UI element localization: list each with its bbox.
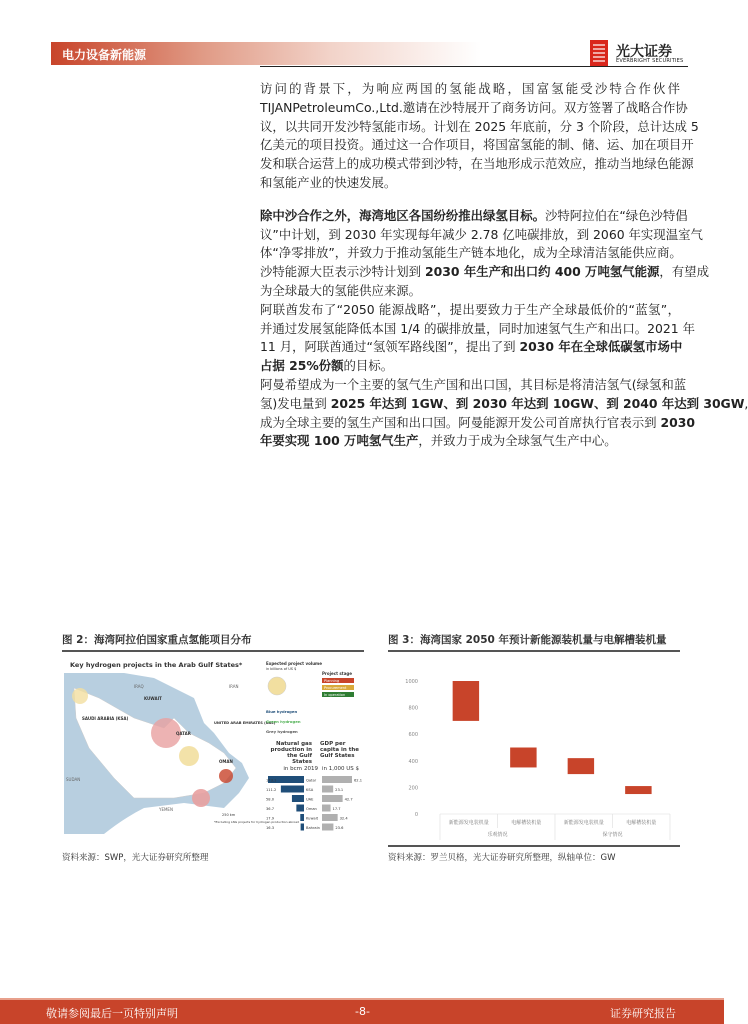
map-note: *Excluding LNG projects for hydrogen production abroad bbox=[214, 820, 299, 824]
group-label: 乐观情况 bbox=[487, 832, 508, 838]
country-name: KSA bbox=[306, 788, 314, 792]
year-label: 2019 bbox=[304, 766, 318, 772]
logo-text: 光大证券 bbox=[616, 44, 672, 60]
gas-value: 16.3 bbox=[266, 826, 275, 830]
country-label: OMAN bbox=[219, 759, 233, 764]
country-name: Qatar bbox=[306, 778, 317, 783]
map-title: Key hydrogen projects in the Arab Gulf States* bbox=[70, 661, 243, 669]
text: 沙特阿拉伯在“绿色沙特倡 bbox=[544, 207, 688, 223]
text: 成为全球主要的氢生产国和出口国。阿曼能源开发公司首席执行官表示到 bbox=[260, 414, 661, 430]
gdp-bar bbox=[322, 805, 331, 812]
gas-value: 173.1 bbox=[266, 778, 277, 783]
country-label: SAUDI ARABIA (KSA) bbox=[82, 716, 129, 721]
gas-unit: in bcm bbox=[283, 766, 302, 772]
x-tick-label: 新能源发电装机量 bbox=[563, 820, 604, 826]
installed-capacity-chart bbox=[388, 655, 680, 845]
floating-bar bbox=[625, 786, 651, 794]
figure-3-source: 资料来源：罗兰贝格，光大证券研究所整理，纵轴单位：GW bbox=[388, 853, 616, 863]
disclaimer-note: 敬请参阅最后一页特别声明 bbox=[46, 1007, 178, 1020]
gdp-value: 17.7 bbox=[332, 807, 341, 811]
floating-bar bbox=[568, 758, 594, 774]
text-line: 访问的背景下，为响应两国的氢能战略，国富氢能受沙特合作伙伴 bbox=[260, 81, 680, 96]
text-line bbox=[260, 432, 680, 451]
text-line bbox=[260, 357, 680, 376]
legend-subtitle: in billions of US $ bbox=[266, 667, 297, 671]
text-line bbox=[260, 207, 688, 226]
gas-bar bbox=[292, 795, 304, 802]
text-line: TIJANPetroleumCo.,Ltd.邀请在沙特展开了商务访问。双方签署了战略合作协 bbox=[260, 99, 688, 115]
legend-title: Expected project volume bbox=[266, 661, 322, 666]
figure-3-title: 图 3：海湾国家 2050 年预计新能源装机量与电解槽装机量 bbox=[388, 634, 667, 646]
y-tick-label: 800 bbox=[408, 705, 418, 712]
type-label: Green hydrogen bbox=[266, 719, 301, 724]
gdp-title: GDP per capita in the Gulf States bbox=[320, 741, 360, 759]
text: 氢)发电量到 bbox=[260, 395, 331, 411]
paragraph-1 bbox=[260, 80, 699, 193]
scale-label: 250 km bbox=[222, 813, 236, 817]
gas-value: 111.2 bbox=[266, 788, 277, 792]
country-label: KUWAIT bbox=[144, 696, 162, 701]
y-tick-label: 0 bbox=[414, 812, 418, 818]
gdp-bar bbox=[322, 786, 333, 793]
paragraph-2 bbox=[260, 207, 709, 301]
bold-text: 2030 bbox=[660, 414, 695, 430]
project-circle bbox=[219, 769, 233, 783]
gdp-bar bbox=[322, 776, 352, 783]
y-tick-label: 600 bbox=[408, 732, 418, 739]
text-line: 为全球最大的氢能供应来源。 bbox=[260, 282, 422, 298]
gulf-hydrogen-map bbox=[64, 658, 362, 834]
gas-value: 58.0 bbox=[266, 797, 275, 802]
stage-title: Project stage bbox=[322, 671, 352, 676]
gdp-value: 23.1 bbox=[335, 788, 344, 792]
page-number: -8- bbox=[355, 1005, 370, 1018]
floating-bar bbox=[453, 681, 479, 721]
gdp-value: 32.4 bbox=[339, 816, 348, 821]
body-text bbox=[260, 80, 748, 451]
stage-label: Planning bbox=[324, 679, 340, 683]
country-label: UNITED ARAB EMIRATES (UAE) bbox=[214, 721, 276, 725]
figure-3-rule bbox=[388, 650, 680, 652]
text-line: 亿美元的项目投资。通过这一合作项目，将国富氢能的制、储、运、加在项目开 bbox=[260, 137, 694, 153]
x-tick-label: 新能源发电装机量 bbox=[448, 820, 489, 826]
gdp-bar bbox=[322, 795, 343, 802]
figure-2-rule bbox=[62, 650, 364, 652]
gdp-bar bbox=[322, 814, 338, 821]
text-line: 体“净零排放”，并致力于推动氢能生产链本地化，成为全球清洁氢能供应商。 bbox=[260, 245, 682, 261]
country-name: Bahrain bbox=[306, 826, 320, 830]
text-line bbox=[260, 263, 709, 282]
figure-2-source: 资料来源：SWP，光大证券研究所整理 bbox=[62, 853, 209, 863]
project-circle bbox=[72, 688, 88, 704]
bold-text: 占据 25%份额 bbox=[260, 358, 344, 374]
text: 的目标。 bbox=[343, 358, 394, 374]
paragraph-4 bbox=[260, 376, 748, 451]
paragraph-3 bbox=[260, 301, 696, 376]
stage-label: In operation bbox=[324, 693, 346, 697]
text: ，有望成 bbox=[659, 264, 709, 280]
country-label: IRAQ bbox=[134, 684, 144, 689]
header-divider bbox=[260, 66, 688, 67]
gdp-unit: in 1,000 US $ bbox=[322, 766, 360, 772]
x-tick-label: 电解槽装机量 bbox=[626, 820, 657, 826]
gdp-value: 23.6 bbox=[335, 826, 344, 830]
gas-bar bbox=[281, 786, 304, 793]
x-tick-label: 电解槽装机量 bbox=[511, 820, 542, 826]
text-line: 议，以共同开发沙特氢能市场。计划在 2025 年底前，分 3 个阶段，总计达成 5 bbox=[260, 118, 699, 134]
text-line: 和氢能产业的快速发展。 bbox=[260, 174, 397, 190]
text-line bbox=[260, 395, 748, 414]
country-label: QATAR bbox=[176, 731, 191, 736]
type-label: Blue hydrogen bbox=[266, 709, 298, 714]
project-circle bbox=[192, 789, 210, 807]
text-line bbox=[260, 414, 695, 433]
figure-2-title: 图 2：海湾阿拉伯国家重点氢能项目分布 bbox=[62, 634, 252, 646]
text: ，并致力于成为全球氢气生产中心。 bbox=[418, 433, 617, 449]
gdp-value: 42.7 bbox=[344, 797, 353, 802]
legend-circle bbox=[268, 677, 286, 695]
gas-bar bbox=[300, 814, 304, 821]
logo-subtext: EVERBRIGHT SECURITIES bbox=[616, 58, 684, 64]
report-type: 证券研究报告 bbox=[610, 1007, 676, 1020]
text-line: 并通过发展氢能降低本国 1/4 的碳排放量，同时加速氢气生产和出口。2021 年 bbox=[260, 320, 696, 336]
bold-text: 2030 年生产和出口约 400 万吨氢气能源 bbox=[425, 264, 660, 280]
bold-text: 2025 年达到 1GW、到 2030 年达到 10GW、到 2040 年达到 30GW bbox=[330, 395, 745, 411]
y-tick-label: 400 bbox=[408, 758, 418, 765]
country-label: IRAN bbox=[229, 684, 239, 689]
gas-title: Natural gas production in the Gulf States bbox=[270, 741, 312, 765]
bold-text: 2030 年在全球低碳氢市场中 bbox=[519, 339, 683, 355]
gas-value: 17.9 bbox=[266, 816, 275, 821]
text-line: 发和联合运营上的成功模式带到沙特，在当地形成示范效应，推动当地绿色能源 bbox=[260, 156, 694, 172]
floating-bar bbox=[510, 748, 536, 768]
text-line: 阿联酋发布了“2050 能源战略”，提出要致力于生产全球最低价的“蓝氢”， bbox=[260, 301, 680, 317]
footer bbox=[0, 998, 724, 1024]
gas-value: 36.7 bbox=[266, 807, 275, 811]
country-label: YEMEN bbox=[159, 807, 173, 812]
bold-text: 年要实现 100 万吨氢气生产 bbox=[260, 433, 419, 449]
bold-lead: 除中沙合作之外，海湾地区各国纷纷推出绿氢目标。 bbox=[260, 207, 545, 223]
type-label: Grey hydrogen bbox=[266, 729, 298, 734]
text: 沙特能源大臣表示沙特计划到 bbox=[260, 264, 426, 280]
stage-label: Procurement bbox=[324, 686, 347, 690]
y-tick-label: 1000 bbox=[405, 679, 418, 685]
country-name: UAE bbox=[306, 797, 314, 802]
text: , bbox=[744, 395, 748, 411]
country-name: Oman bbox=[306, 807, 317, 811]
text-line: 议”中计划，到 2030 年实现每年减少 2.78 亿吨碳排放，到 2060 年实现温室气 bbox=[260, 226, 703, 242]
gdp-bar bbox=[322, 824, 333, 831]
text-line: 阿曼希望成为一个主要的氢气生产国和出口国，其目标是将清洁氢气(绿氢和蓝 bbox=[260, 376, 687, 392]
country-label: SUDAN bbox=[66, 777, 81, 782]
group-label: 保守情况 bbox=[602, 832, 623, 838]
country-name: Kuwait bbox=[306, 816, 319, 821]
figure-3-bottom-rule bbox=[388, 845, 680, 847]
section-title: 电力设备新能源 bbox=[62, 48, 147, 62]
text: 11 月，阿联酋通过“氢领军路线图”，提出了到 bbox=[260, 339, 520, 355]
everbright-logo-icon bbox=[590, 40, 608, 66]
gas-bar bbox=[301, 824, 304, 831]
project-circle bbox=[179, 746, 199, 766]
text-line bbox=[260, 338, 683, 357]
y-tick-label: 200 bbox=[408, 785, 418, 792]
gdp-value: 62.1 bbox=[354, 778, 363, 783]
gas-bar bbox=[296, 805, 304, 812]
